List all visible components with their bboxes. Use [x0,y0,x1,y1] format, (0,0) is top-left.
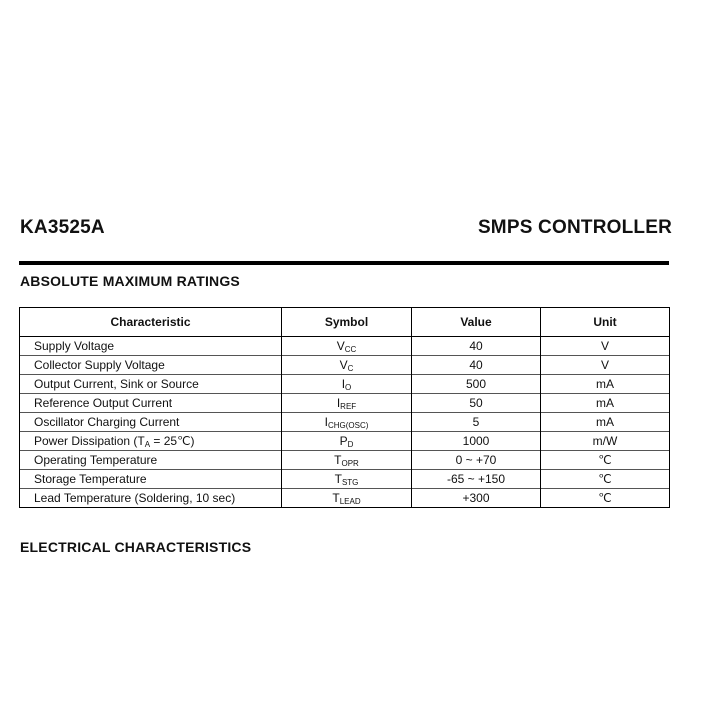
symbol-letter: I [341,376,346,391]
value-cell: -65 ~ +150 [412,470,541,489]
value-cell: 50 [412,394,541,413]
symbol-cell [282,470,412,489]
table-row [20,489,670,508]
table-row [20,394,670,413]
value-cell: 40 [412,337,541,356]
symbol-subscript: LEAD [339,496,361,506]
unit-cell: V [541,337,670,356]
symbol-subscript: OPR [341,458,359,468]
symbol-letter: V [339,357,348,372]
characteristic-cell: Operating Temperature [20,451,282,470]
symbol-subscript: C [347,363,354,373]
characteristic-cell: Oscillator Charging Current [20,413,282,432]
symbol-subscript: STG [341,477,359,487]
symbol-subscript: D [347,439,354,449]
page-header [20,217,672,243]
symbol-cell [282,375,412,394]
characteristic-cell: Storage Temperature [20,470,282,489]
unit-cell: ℃ [541,470,670,489]
table-row [20,356,670,375]
unit-cell: mA [541,394,670,413]
value-cell: 500 [412,375,541,394]
table-header-row [20,308,670,337]
symbol-cell [282,356,412,375]
table-row [20,470,670,489]
value-cell: 0 ~ +70 [412,451,541,470]
symbol-cell [282,337,412,356]
unit-cell: ℃ [541,489,670,508]
characteristic-cell: Output Current, Sink or Source [20,375,282,394]
symbol-letter: I [336,395,341,410]
column-header-characteristic: Characteristic [20,308,282,337]
table-row [20,337,670,356]
characteristic-cell: Collector Supply Voltage [20,356,282,375]
header-divider [19,261,669,265]
table-row [20,451,670,470]
value-cell: 1000 [412,432,541,451]
characteristic-subscript: A [144,439,151,449]
symbol-cell [282,451,412,470]
symbol-cell [282,413,412,432]
document-title: SMPS CONTROLLER [477,217,672,238]
unit-cell: mA [541,375,670,394]
characteristic-cell: Reference Output Current [20,394,282,413]
table-row [20,432,670,451]
characteristic-cell: Lead Temperature (Soldering, 10 sec) [20,489,282,508]
characteristic-cell [20,432,282,451]
characteristic-cell: Supply Voltage [20,337,282,356]
value-cell: 40 [412,356,541,375]
table-row [20,413,670,432]
value-cell: 5 [412,413,541,432]
symbol-letter: I [324,414,328,429]
symbol-letter: P [339,433,348,448]
next-section-title: ELECTRICAL CHARACTERISTICS [20,539,252,555]
column-header-unit: Unit [541,308,670,337]
table-row [20,375,670,394]
part-number: KA3525A [20,217,105,238]
symbol-subscript: O [345,382,352,392]
unit-cell: ℃ [541,451,670,470]
symbol-cell [282,489,412,508]
unit-cell: m/W [541,432,670,451]
section-title: ABSOLUTE MAXIMUM RATINGS [20,273,240,289]
symbol-cell [282,432,412,451]
unit-cell: V [541,356,670,375]
column-header-value: Value [412,308,541,337]
symbol-subscript: CHG(OSC) [327,420,369,430]
symbol-subscript: REF [340,401,357,411]
symbol-letter: T [332,490,340,505]
symbol-letter: T [334,452,342,467]
absolute-maximum-ratings-table [19,307,670,508]
characteristic-text: = 25℃) [150,433,195,448]
symbol-letter: T [334,471,342,486]
symbol-subscript: CC [344,344,357,354]
value-cell: +300 [412,489,541,508]
column-header-symbol: Symbol [282,308,412,337]
symbol-cell [282,394,412,413]
symbol-letter: V [336,338,345,353]
characteristic-text: Power Dissipation (T [34,433,145,448]
unit-cell: mA [541,413,670,432]
